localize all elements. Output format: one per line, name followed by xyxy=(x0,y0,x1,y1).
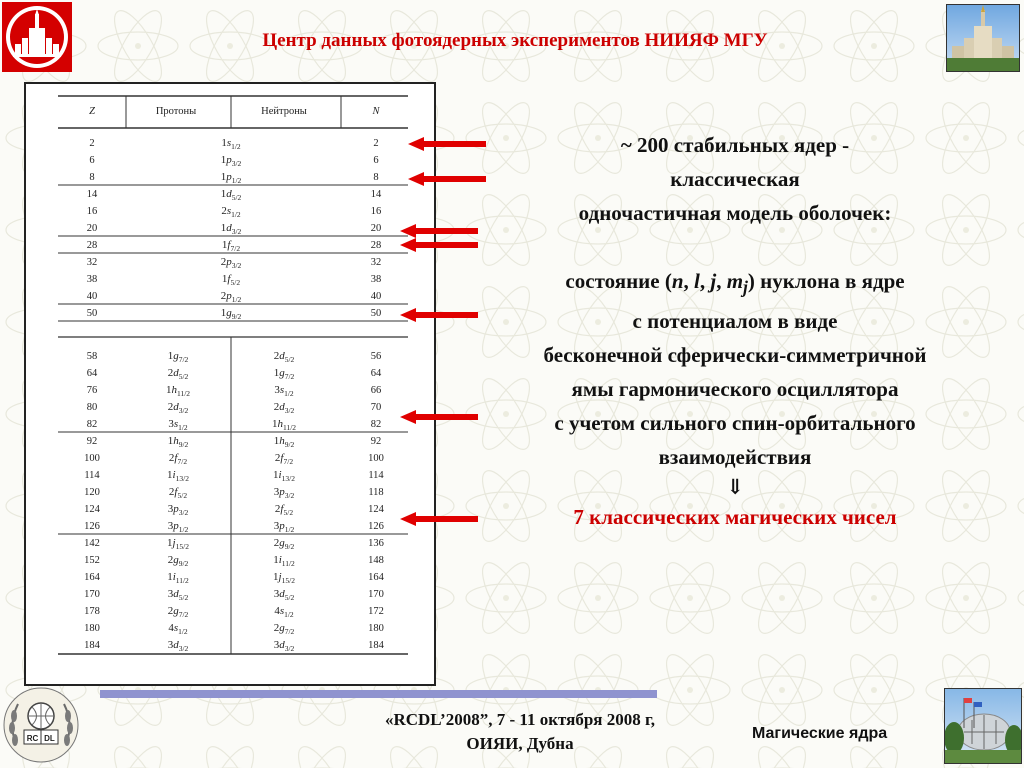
msu-logo-icon xyxy=(2,2,72,72)
table-cell-level: $1f_{5/2}$ xyxy=(221,273,241,287)
table-cell-z: 178 xyxy=(84,606,100,617)
table-cell-proton-level: $2f_{5/2}$ xyxy=(168,486,188,500)
table-cell-proton-level: $2f_{7/2}$ xyxy=(168,452,188,466)
table-cell-n: 50 xyxy=(370,308,382,319)
table-cell-neutron-level: $2d_{5/2}$ xyxy=(273,350,295,364)
table-cell-n: 184 xyxy=(368,640,384,651)
table-cell-neutron-level: $1h_{11/2}$ xyxy=(271,418,297,432)
main-text-block xyxy=(470,128,1000,534)
table-cell-neutron-level: $1h_{9/2}$ xyxy=(273,435,295,449)
table-cell-proton-level: $2d_{3/2}$ xyxy=(167,401,189,415)
table-cell-z: 20 xyxy=(86,223,98,234)
table-cell-n: 6 xyxy=(373,155,379,166)
table-cell-neutron-level: $3s_{1/2}$ xyxy=(274,384,294,398)
separator: , xyxy=(683,269,695,293)
table-cell-z: 120 xyxy=(84,487,100,498)
table-cell-z: 142 xyxy=(84,538,100,549)
table-cell-z: 40 xyxy=(86,291,98,302)
table-cell-z: 126 xyxy=(84,521,100,532)
separator: , xyxy=(699,269,711,293)
table-cell-level: $1p_{1/2}$ xyxy=(220,171,242,185)
table-cell-proton-level: $1i_{13/2}$ xyxy=(167,469,189,483)
conclusion-text: 7 классических магических чисел xyxy=(573,505,897,530)
table-cell-n: 92 xyxy=(370,436,382,447)
table-cell-z: 80 xyxy=(86,402,98,413)
table-cell-neutron-level: $3p_{1/2}$ xyxy=(273,520,295,534)
text-line: с потенциалом в виде xyxy=(632,309,838,334)
table-cell-z: 124 xyxy=(84,504,100,515)
table-cell-level: $1d_{3/2}$ xyxy=(220,222,242,236)
table-cell-neutron-level: $1i_{11/2}$ xyxy=(273,554,295,568)
table-cell-n: 126 xyxy=(368,521,384,532)
table-cell-z: 14 xyxy=(86,189,98,200)
table-cell-neutron-level: $1i_{13/2}$ xyxy=(273,469,295,483)
table-cell-z: 164 xyxy=(84,572,100,583)
table-cell-n: 148 xyxy=(368,555,384,566)
table-cell-z: 82 xyxy=(86,419,98,430)
column-header-n: N xyxy=(372,106,380,117)
table-cell-level: $1s_{1/2}$ xyxy=(221,137,241,151)
table-cell-neutron-level: $4s_{1/2}$ xyxy=(274,605,294,619)
table-cell-z: 76 xyxy=(86,385,98,396)
table-cell-neutron-level: $2g_{7/2}$ xyxy=(273,622,295,636)
text-spacer xyxy=(470,230,1000,264)
text-fragment: состояние ( xyxy=(565,269,672,293)
table-cell-n: 28 xyxy=(370,240,382,251)
table-cell-proton-level: $3d_{5/2}$ xyxy=(167,588,189,602)
table-cell-level: $2s_{1/2}$ xyxy=(221,205,241,219)
quantum-number-j: j xyxy=(710,269,717,293)
table-cell-z: 28 xyxy=(86,240,98,251)
table-cell-proton-level: $3s_{1/2}$ xyxy=(168,418,188,432)
table-cell-n: 118 xyxy=(368,487,384,498)
conference-line: «RCDL’2008”, 7 - 11 октября 2008 г, xyxy=(384,710,656,729)
red-arrow-icon xyxy=(400,224,478,238)
table-cell-z: 180 xyxy=(84,623,100,634)
table-cell-n: 66 xyxy=(370,385,382,396)
table-cell-z: 38 xyxy=(86,274,98,285)
table-cell-n: 82 xyxy=(370,419,382,430)
logo-text-left: RC xyxy=(26,734,39,743)
rcdl-logo-icon xyxy=(2,686,80,764)
table-cell-z: 100 xyxy=(84,453,100,464)
text-line: с учетом сильного спин-орбитального xyxy=(554,411,916,436)
red-arrow-icon xyxy=(400,410,478,424)
table-cell-n: 40 xyxy=(370,291,382,302)
red-arrow-icon xyxy=(400,308,478,322)
table-cell-n: 2 xyxy=(373,138,379,149)
table-cell-n: 56 xyxy=(370,351,382,362)
text-line: ~ 200 стабильных ядер - xyxy=(620,133,850,157)
quantum-number-m-subscript: j xyxy=(743,277,748,298)
table-cell-n: 124 xyxy=(368,504,384,515)
table-cell-level: $1g_{9/2}$ xyxy=(220,307,242,321)
text-fragment: ) нуклона в ядре xyxy=(747,269,905,293)
jinr-building-photo xyxy=(944,688,1022,764)
table-cell-n: 38 xyxy=(370,274,382,285)
slide-label: Магические ядра xyxy=(752,725,888,742)
table-cell-n: 172 xyxy=(368,606,384,617)
table-cell-n: 136 xyxy=(368,538,384,549)
table-cell-z: 16 xyxy=(86,206,98,217)
table-cell-proton-level: $1g_{7/2}$ xyxy=(167,350,189,364)
table-cell-level: $1p_{3/2}$ xyxy=(220,154,242,168)
conference-info xyxy=(300,708,740,756)
table-cell-n: 8 xyxy=(373,172,379,183)
table-cell-level: $2p_{3/2}$ xyxy=(220,256,242,270)
table-cell-neutron-level: $2f_{5/2}$ xyxy=(274,503,294,517)
table-cell-n: 64 xyxy=(370,368,382,379)
table-cell-neutron-level: $2d_{3/2}$ xyxy=(273,401,295,415)
quantum-number-m: m xyxy=(726,269,744,293)
red-arrow-icon xyxy=(400,512,478,526)
text-line: взаимодействия xyxy=(658,445,812,470)
quantum-number-n: n xyxy=(671,269,684,293)
shell-model-table-svg xyxy=(26,84,434,684)
table-cell-proton-level: $1h_{9/2}$ xyxy=(167,435,189,449)
shell-model-table xyxy=(24,82,436,686)
table-cell-z: 184 xyxy=(84,640,100,651)
table-cell-z: 6 xyxy=(89,155,95,166)
text-line: ямы гармонического осциллятора xyxy=(571,377,899,402)
quantum-number-l: l xyxy=(694,269,700,293)
quantum-state-line xyxy=(470,264,1000,304)
table-cell-neutron-level: $3d_{5/2}$ xyxy=(273,588,295,602)
table-cell-n: 180 xyxy=(368,623,384,634)
conference-line: ОИЯИ, Дубна xyxy=(466,734,574,753)
table-cell-n: 170 xyxy=(368,589,384,600)
table-cell-z: 32 xyxy=(86,257,98,268)
table-cell-neutron-level: $1g_{7/2}$ xyxy=(273,367,295,381)
text-line: классическая xyxy=(670,167,800,191)
footer-divider xyxy=(100,690,657,698)
table-cell-proton-level: $2g_{9/2}$ xyxy=(167,554,189,568)
table-cell-level: $1d_{5/2}$ xyxy=(220,188,242,202)
msu-building-photo xyxy=(946,4,1020,72)
page-title: Центр данных фотоядерных экспериментов НИИЯФ МГУ xyxy=(262,30,768,51)
table-cell-neutron-level: $1j_{15/2}$ xyxy=(273,571,295,585)
table-cell-proton-level: $2d_{5/2}$ xyxy=(167,367,189,381)
table-cell-z: 58 xyxy=(86,351,98,362)
column-header-z: Z xyxy=(89,106,95,117)
text-line: одночастичная модель оболочек: xyxy=(578,201,892,225)
table-cell-n: 114 xyxy=(368,470,384,481)
logo-text-right: DL xyxy=(44,734,55,743)
table-cell-z: 64 xyxy=(86,368,98,379)
table-cell-z: 152 xyxy=(84,555,100,566)
separator: , xyxy=(716,269,727,293)
table-cell-neutron-level: $3p_{3/2}$ xyxy=(273,486,295,500)
table-cell-z: 170 xyxy=(84,589,100,600)
table-cell-n: 32 xyxy=(370,257,382,268)
table-cell-n: 70 xyxy=(370,402,382,413)
table-cell-neutron-level: $2f_{7/2}$ xyxy=(274,452,294,466)
table-cell-level: $1f_{7/2}$ xyxy=(221,239,241,253)
table-cell-n: 16 xyxy=(370,206,382,217)
table-cell-proton-level: $3d_{3/2}$ xyxy=(167,639,189,653)
table-cell-n: 14 xyxy=(370,189,382,200)
table-cell-neutron-level: $3d_{3/2}$ xyxy=(273,639,295,653)
table-cell-proton-level: $1i_{11/2}$ xyxy=(167,571,189,585)
down-arrow-icon: ⇓ xyxy=(726,475,744,500)
table-cell-proton-level: $1h_{11/2}$ xyxy=(165,384,191,398)
table-cell-n: 100 xyxy=(368,453,384,464)
table-cell-z: 2 xyxy=(89,138,95,149)
table-cell-proton-level: $3p_{3/2}$ xyxy=(167,503,189,517)
table-cell-z: 50 xyxy=(86,308,98,319)
table-cell-n: 164 xyxy=(368,572,384,583)
table-cell-z: 92 xyxy=(86,436,98,447)
red-arrow-icon xyxy=(400,238,478,252)
table-cell-neutron-level: $2g_{9/2}$ xyxy=(273,537,295,551)
table-cell-level: $2p_{1/2}$ xyxy=(220,290,242,304)
table-cell-proton-level: $3p_{1/2}$ xyxy=(167,520,189,534)
column-header-neutrons: Нейтроны xyxy=(261,106,307,117)
table-cell-proton-level: $1j_{15/2}$ xyxy=(167,537,189,551)
table-cell-proton-level: $4s_{1/2}$ xyxy=(168,622,188,636)
text-line: бесконечной сферически-симметричной xyxy=(543,343,927,368)
table-cell-z: 8 xyxy=(89,172,95,183)
table-cell-n: 20 xyxy=(370,223,382,234)
table-cell-z: 114 xyxy=(84,470,100,481)
table-cell-proton-level: $2g_{7/2}$ xyxy=(167,605,189,619)
column-header-protons: Протоны xyxy=(155,106,197,117)
